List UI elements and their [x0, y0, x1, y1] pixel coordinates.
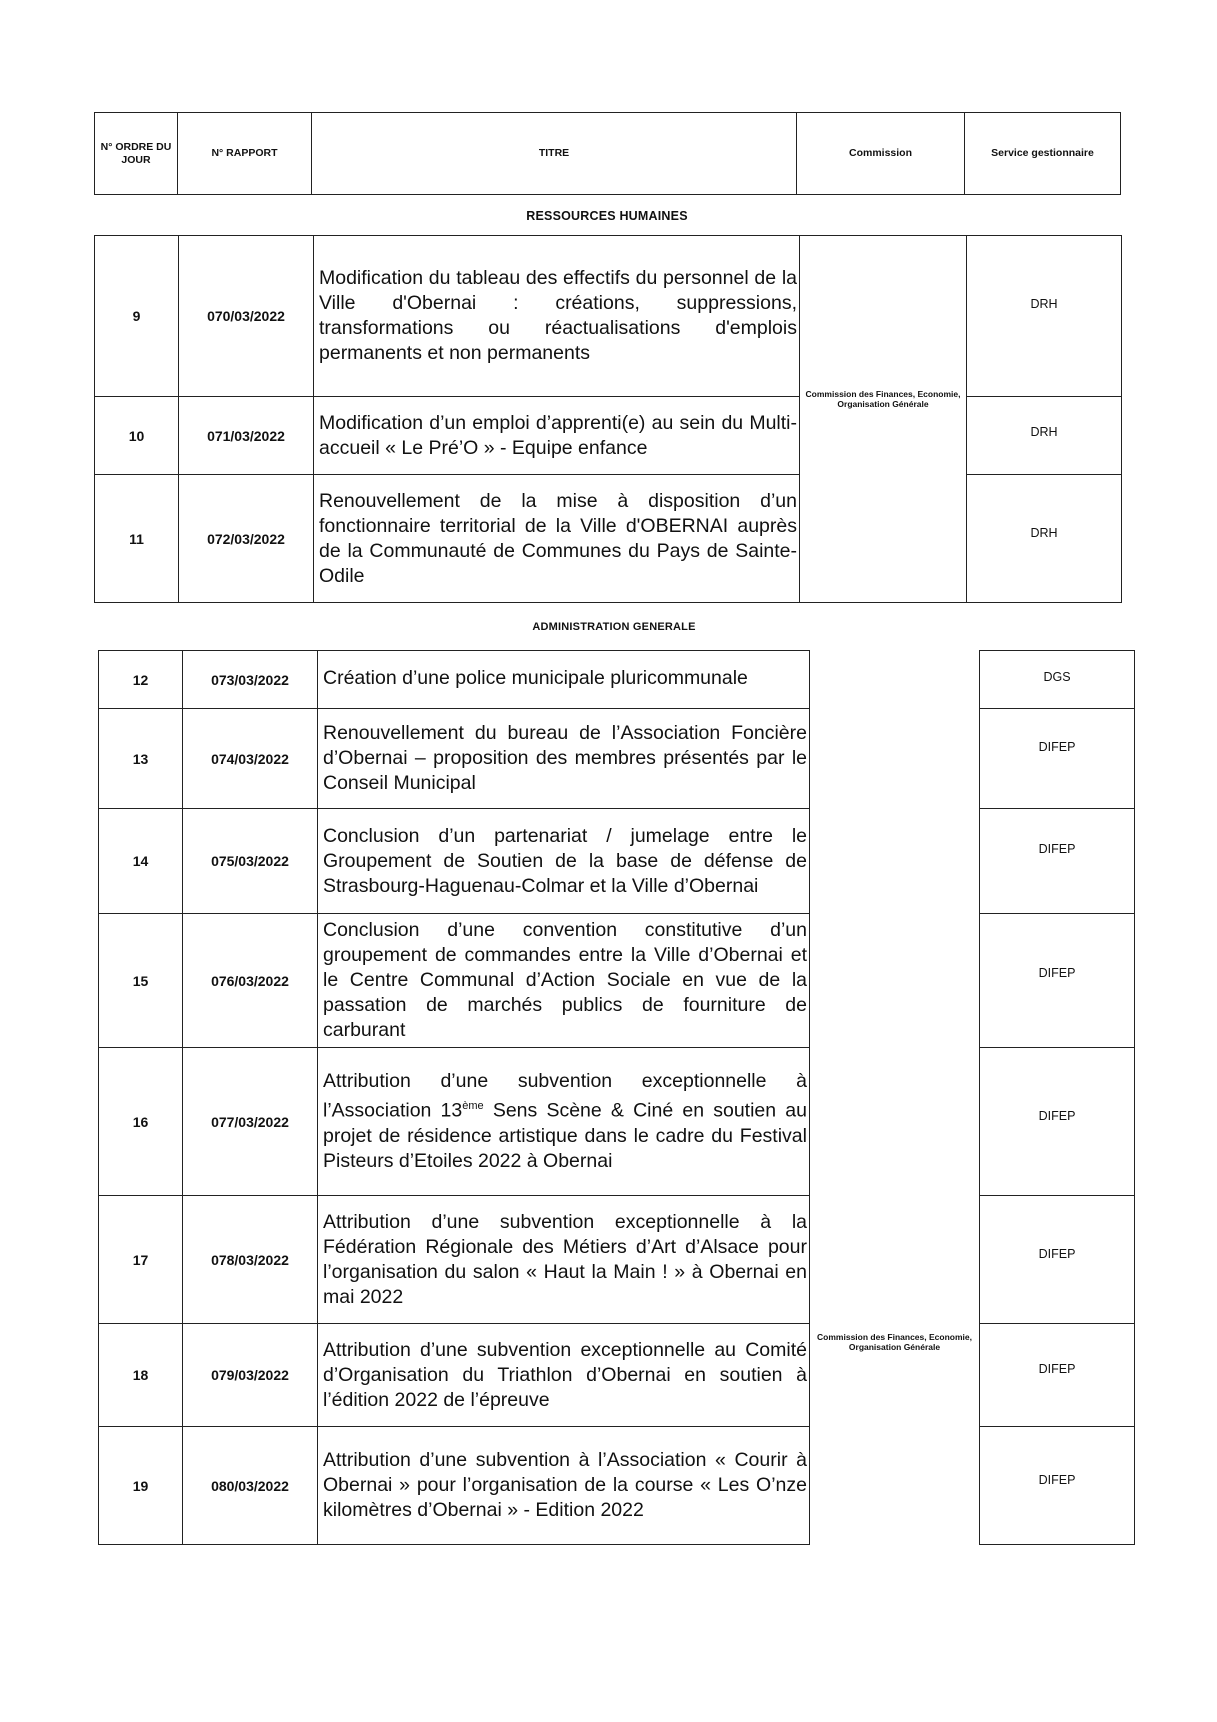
table-row — [99, 651, 1135, 709]
service-label: DRH — [1030, 525, 1058, 540]
row-rapport: 077/03/2022 — [183, 1048, 318, 1196]
service-label: DIFEP — [1038, 1362, 1076, 1376]
table-row — [99, 1427, 1135, 1545]
row-service — [980, 809, 1135, 914]
row-titre: Attribution d’une subvention à l’Association « Courir à Obernai » pour l’organisation de la course « Les O’nze kilomètres d’Obernai » - Edition 2022 — [318, 1427, 810, 1545]
table-row — [99, 1196, 1135, 1324]
row-service — [980, 651, 1135, 709]
row-num: 14 — [99, 809, 183, 914]
row-rapport: 070/03/2022 — [179, 236, 314, 397]
service-label: DIFEP — [1038, 842, 1076, 856]
row-rapport: 075/03/2022 — [183, 809, 318, 914]
row-num: 9 — [95, 236, 179, 397]
service-label: DIFEP — [1038, 1472, 1076, 1487]
titre-sup: ème — [462, 1100, 484, 1113]
header-titre: TITRE — [312, 113, 797, 195]
row-service — [980, 709, 1135, 809]
row-titre: Conclusion d’un partenariat / jumelage entre le Groupement de Soutien de la base de défense de Strasbourg-Haguenau-Colmar et la Ville d’Obernai — [318, 809, 810, 914]
row-titre: Modification du tableau des effectifs du personnel de la Ville d'Obernai : créations, suppressions, transformations ou réactualisations d'emplois permanents et non permanents — [314, 236, 800, 397]
row-titre: Attribution d’une subvention exceptionnelle au Comité d’Organisation du Triathlon d’Obernai en soutien à l’édition 2022 de l’épreuve — [318, 1324, 810, 1427]
row-service — [980, 1196, 1135, 1324]
titre-part: Sens Scène & Ciné en soutien au projet de résidence artistique dans le cadre du Festival Pisteurs d’Etoiles 2022 à Obernai — [323, 1099, 807, 1172]
table-row — [95, 236, 1122, 397]
header-service: Service gestionnaire — [965, 113, 1121, 195]
row-rapport: 080/03/2022 — [183, 1427, 318, 1545]
row-service — [967, 236, 1122, 397]
row-titre: Création d’une police municipale pluricommunale — [318, 651, 810, 709]
titre-part: Attribution d’une subvention exceptionnelle à l’Association 13 — [323, 1070, 807, 1122]
service-label: DIFEP — [1038, 965, 1076, 980]
table-row — [95, 397, 1122, 475]
row-rapport: 072/03/2022 — [179, 475, 314, 603]
table-row — [99, 1324, 1135, 1427]
row-rapport: 076/03/2022 — [183, 914, 318, 1048]
table-row — [99, 914, 1135, 1048]
service-label: DRH — [1030, 297, 1058, 311]
row-num: 11 — [95, 475, 179, 603]
header-ordre: N° ORDRE DU JOUR — [95, 113, 178, 195]
table-row — [99, 1048, 1135, 1196]
row-rapport: 078/03/2022 — [183, 1196, 318, 1324]
row-num: 15 — [99, 914, 183, 1048]
service-label: DIFEP — [1038, 1108, 1076, 1123]
row-titre: Renouvellement de la mise à disposition d’un fonctionnaire territorial de la Ville d'OBERNAI auprès de la Communauté de Communes du Pays de Sainte-Odile — [314, 475, 800, 603]
table-row — [99, 809, 1135, 914]
row-commission — [810, 651, 980, 1545]
table-row — [99, 709, 1135, 809]
row-titre — [318, 1048, 810, 1196]
service-label: DGS — [1043, 669, 1071, 684]
row-rapport: 079/03/2022 — [183, 1324, 318, 1427]
row-titre: Attribution d’une subvention exceptionnelle à la Fédération Régionale des Métiers d’Art d’Alsace pour l’organisation du salon « Haut la Main ! » à Obernai en mai 2022 — [318, 1196, 810, 1324]
row-commission — [800, 236, 967, 603]
row-service — [980, 1427, 1135, 1545]
row-rapport: 074/03/2022 — [183, 709, 318, 809]
row-num: 17 — [99, 1196, 183, 1324]
row-num: 13 — [99, 709, 183, 809]
table-rh — [94, 235, 1122, 603]
header-commission: Commission — [797, 113, 965, 195]
row-rapport: 073/03/2022 — [183, 651, 318, 709]
section-title-rh: RESSOURCES HUMAINES — [526, 209, 688, 223]
commission-label: Commission des Finances, Economie, Organisation Générale — [805, 389, 961, 409]
row-service — [967, 397, 1122, 475]
row-num: 10 — [95, 397, 179, 475]
header-table — [94, 112, 1121, 195]
row-service — [980, 1048, 1135, 1196]
table-ag — [98, 650, 1135, 1545]
row-titre: Conclusion d’une convention constitutive d’un groupement de commandes entre la Ville d’Obernai et le Centre Communal d’Action Sociale en vue de la passation de marchés publics de fourniture de carburant — [318, 914, 810, 1048]
row-num: 12 — [99, 651, 183, 709]
service-label: DIFEP — [1038, 739, 1076, 754]
row-service — [980, 1324, 1135, 1427]
commission-label: Commission des Finances, Economie, Organisation Générale — [817, 1331, 972, 1352]
header-rapport: N° RAPPORT — [178, 113, 312, 195]
row-service — [980, 914, 1135, 1048]
table-row — [95, 475, 1122, 603]
service-label: DIFEP — [1038, 1246, 1076, 1261]
service-label: DRH — [1030, 424, 1058, 439]
row-service — [967, 475, 1122, 603]
row-num: 19 — [99, 1427, 183, 1545]
section-title-ag: ADMINISTRATION GENERALE — [532, 621, 696, 633]
row-titre: Renouvellement du bureau de l’Association Foncière d’Obernai – proposition des membres présentés par le Conseil Municipal — [318, 709, 810, 809]
row-num: 16 — [99, 1048, 183, 1196]
row-titre: Modification d’un emploi d’apprenti(e) au sein du Multi-accueil « Le Pré’O » - Equipe enfance — [314, 397, 800, 475]
row-rapport: 071/03/2022 — [179, 397, 314, 475]
row-num: 18 — [99, 1324, 183, 1427]
